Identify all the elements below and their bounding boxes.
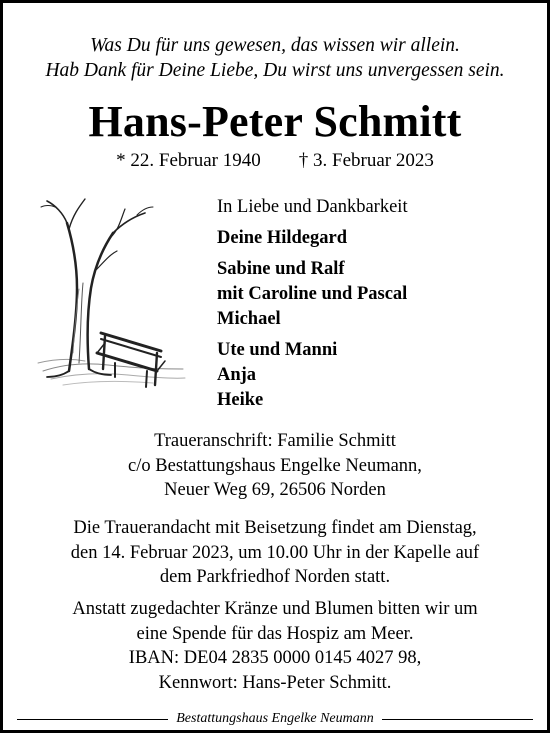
donation-line: Anstatt zugedachter Kränze und Blumen bitten wir um — [72, 599, 478, 619]
footer — [17, 709, 533, 729]
mourner-name: Anja — [217, 365, 257, 385]
mourner-group — [217, 226, 408, 251]
mourner-name: Deine Hildegard — [217, 228, 348, 248]
memorial-quote — [3, 33, 547, 83]
donation-line: eine Spende für das Hospiz am Meer. — [136, 623, 414, 644]
service-info — [3, 516, 547, 590]
quote-line: Hab Dank für Deine Liebe, Du wirst uns unvergessen sein. — [45, 60, 505, 81]
mourner-name: Ute und Manni — [217, 340, 338, 360]
service-line: Die Trauerandacht mit Beisetzung findet am Dienstag, — [73, 518, 477, 538]
mourners-intro: In Liebe und Dankbarkeit — [217, 197, 408, 217]
mourner-name: Sabine und Ralf — [217, 259, 345, 279]
mourner-group — [217, 257, 408, 332]
life-dates — [3, 149, 547, 173]
address-line: Traueranschrift: Familie Schmitt — [154, 431, 396, 451]
donation-iban: IBAN: DE04 2835 0000 0145 4027 98, — [128, 648, 422, 668]
service-line: den 14. Februar 2023, um 10.00 Uhr in der Kapelle auf — [70, 542, 480, 563]
mourner-group — [217, 338, 408, 413]
address-line: c/o Bestattungshaus Engelke Neumann, — [128, 455, 422, 476]
footer-rule — [382, 719, 533, 720]
death-date: † 3. Februar 2023 — [298, 150, 434, 171]
tree-and-bench-icon — [33, 193, 193, 408]
footer-rule — [17, 719, 168, 720]
mourners-list — [217, 195, 408, 419]
mourner-name: mit Caroline und Pascal — [217, 284, 408, 304]
quote-line: Was Du für uns gewesen, das wissen wir allein. — [90, 35, 460, 56]
birth-date: * 22. Februar 1940 — [116, 150, 261, 171]
funeral-home-name: Bestattungshaus Engelke Neumann — [176, 711, 374, 726]
donation-info — [3, 597, 547, 695]
mourning-address — [3, 429, 547, 503]
deceased-name: Hans-Peter Schmitt — [88, 97, 462, 146]
mourner-name: Heike — [217, 390, 264, 410]
donation-keyword: Kennwort: Hans-Peter Schmitt. — [158, 672, 392, 693]
mourner-name: Michael — [217, 309, 281, 329]
address-line: Neuer Weg 69, 26506 Norden — [164, 480, 386, 500]
service-line: dem Parkfriedhof Norden statt. — [159, 567, 391, 587]
